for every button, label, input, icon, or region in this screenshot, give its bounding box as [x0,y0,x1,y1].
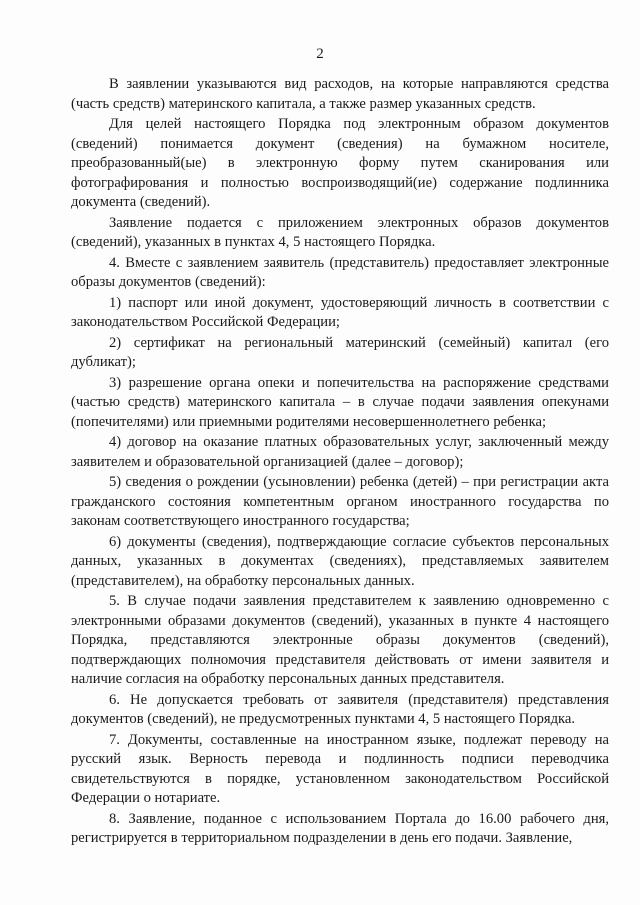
paragraph: 8. Заявление, поданное с использованием Портала до 16.00 рабочего дня, регистрируется в территориальном подразделении в день его подачи. Заявление, [71,810,609,846]
list-item: 3) разрешение органа опеки и попечительства на распоряжение средствами (частью средств) материнского капитала – в случае подачи заявления опекунами (попечителями) или приемными родителями несовершеннолетнего ребенка; [71,374,609,430]
list-item: 1) паспорт или иной документ, удостоверяющий личность в соответствии с законодательством Российской Федерации; [71,294,609,330]
paragraph: 4. Вместе с заявлением заявитель (представитель) предоставляет электронные образы документов (сведений): [71,254,609,290]
document-body [71,75,609,850]
list-item: 6) документы (сведения), подтверждающие согласие субъектов персональных данных, указанных в документах (сведениях), представляемых заявителем (представителем), на обработку персональных данных. [71,533,609,589]
page-number: 2 [316,46,324,62]
paragraph: Для целей настоящего Порядка под электронным образом документов (сведений) понимается документ (сведения) на бумажном носителе, преобразованный(ые) в электронную форму путем сканирования или фотографирования и полностью воспроизводящий(ие) содержание подлинника документа (сведений). [71,116,609,210]
list-item: 4) договор на оказание платных образовательных услуг, заключенный между заявителем и образовательной организацией (далее – договор); [71,434,609,470]
list-item: 5) сведения о рождении (усыновлении) ребенка (детей) – при регистрации акта гражданского состояния компетентным органом иностранного государства по законам соответствующего иностранного государства; [71,474,609,529]
paragraph: 7. Документы, составленные на иностранном языке, подлежат переводу на русский язык. Верность перевода и подлинность подписи переводчика свидетельствуются в порядке, установленном законодательством Российской Федерации о нотариате. [71,731,609,806]
paragraph: Заявление подается с приложением электронных образов документов (сведений), указанных в пунктах 4, 5 настоящего Порядка. [71,214,609,250]
paragraph: В заявлении указываются вид расходов, на которые направляются средства (часть средств) материнского капитала, а также размер указанных средств. [71,76,609,112]
paragraph: 5. В случае подачи заявления представителем к заявлению одновременно с электронными образами документов (сведений), указанных в пункте 4 настоящего Порядка, представляются электронные образы документов (сведений), подтверждающих полномочия представителя действовать от имени заявителя и наличие согласия на обработку персональных данных представителя. [71,593,609,687]
list-item: 2) сертификат на региональный материнский (семейный) капитал (его дубликат); [71,334,609,370]
paragraph: 6. Не допускается требовать от заявителя (представителя) представления документов (сведений), не предусмотренных пунктами 4, 5 настоящего Порядка. [71,691,609,727]
